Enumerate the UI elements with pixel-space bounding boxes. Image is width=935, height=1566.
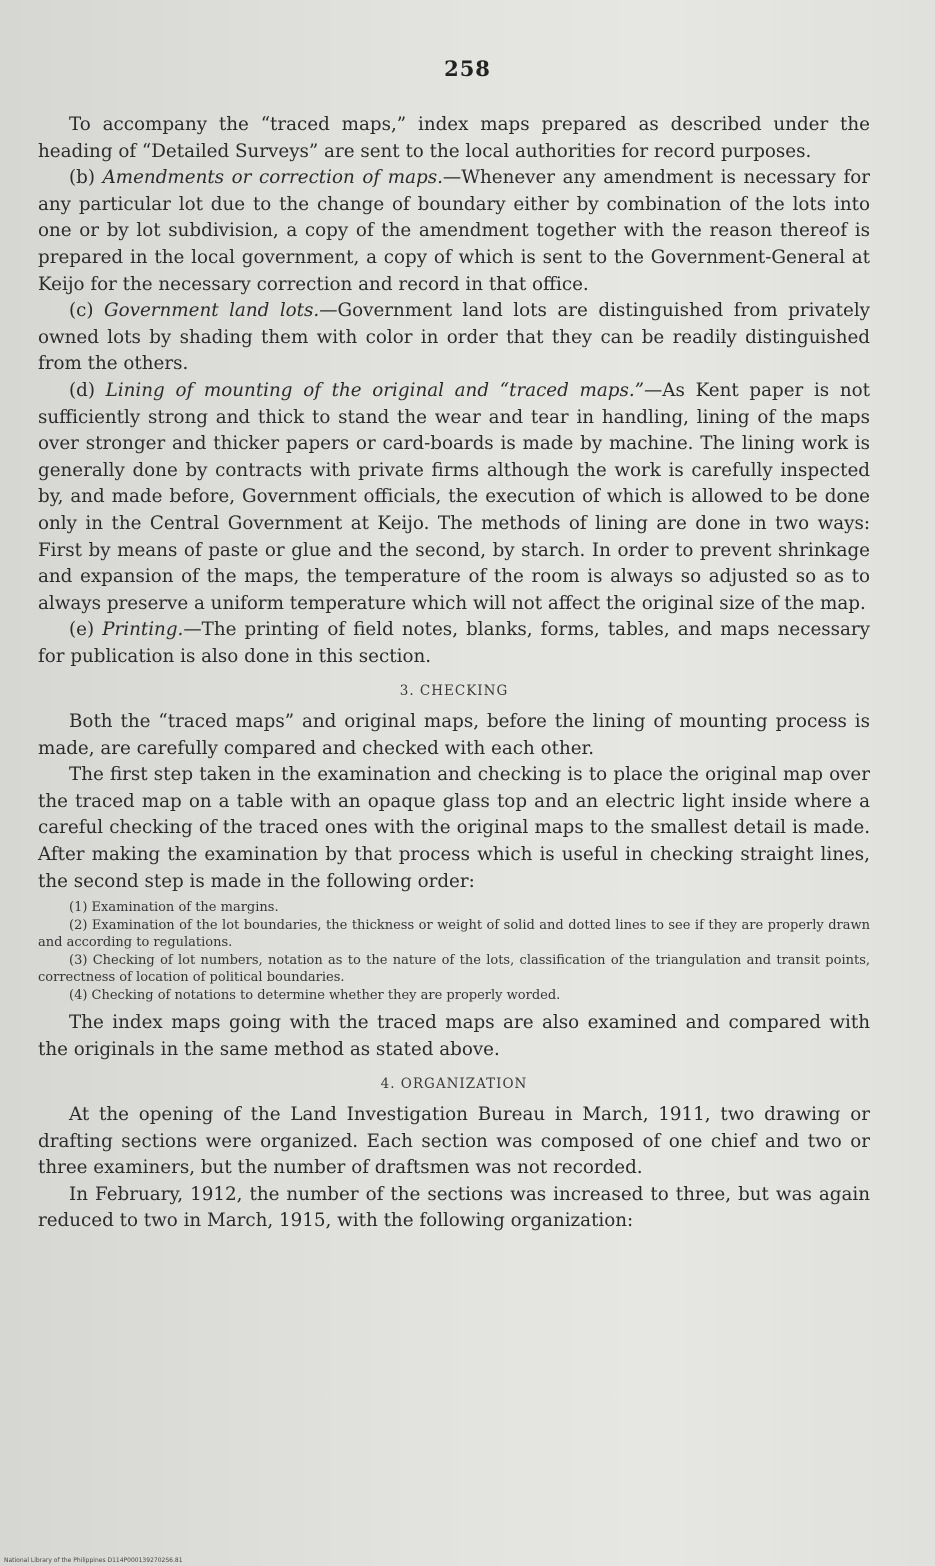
checking-paragraph-2: The first step taken in the examination and checking is to place the original map over the traced map on a table with an opaque glass top and an electric light inside where a careful checking of the traced ones with the original maps to the smallest detail is made. After making the examination by that process which is useful in checking straight lines, the second step is made in the following order: <box>38 764 870 892</box>
paragraph-d-text: —As Kent paper is not sufficiently strong and thick to stand the wear and tear in handling, lining of the maps over stronger and thicker papers or card-boards is made by machine. The lining work is generally done by contracts with private firms although the work is carefully inspected by, and made before, Government officials, the execution of which is allowed to be done only in the Central Government at Keijo. The methods of lining are done in two ways: First by means of paste or glue and the second, by starch. In order to prevent shrinkage and expansion of the maps, the temperature of the room is always so adjusted so as to always preserve a uniform temperature which will not affect the original size of the map. <box>38 379 871 614</box>
checking-list <box>38 899 870 1004</box>
scan-footer: National Library of the Philippines D114P0001392702S6.81 <box>4 1557 183 1564</box>
paragraph-b <box>38 165 870 298</box>
organization-paragraph-1: At the opening of the Land Investigation Bureau in March, 1911, two drawing or drafting sections were organized. Each section was composed of one chief and two or three examiners, but the number of draftsmen was not recorded. <box>38 1104 870 1179</box>
paragraph-b-title: Amendments or correction of maps. <box>102 167 443 189</box>
paragraph-c-text: —Government land lots are distinguished from privately owned lots by shading them with color in order that they can be readily distinguished from the others. <box>38 300 870 375</box>
paragraph-d-title: Lining of mounting of the original and “traced maps.” <box>105 379 645 401</box>
checking-paragraph-3: The index maps going with the traced maps are also examined and compared with the originals in the same method as stated above. <box>38 1012 870 1060</box>
paragraph-d <box>38 378 870 617</box>
paragraph-c-title: Government land lots. <box>104 300 320 322</box>
checking-heading: 3. CHECKING <box>399 683 509 700</box>
intro-paragraph: To accompany the “traced maps,” index maps prepared as described under the heading of “Detailed Surveys” are sent to the local authorities for record purposes. <box>38 114 870 162</box>
paragraph-c <box>38 298 870 378</box>
paragraph-b-text: —Whenever any amendment is necessary for any particular lot due to the change of boundary either by combination of the lots into one or by lot subdivision, a copy of the amendment together with the reason thereof is prepared in the local government, a copy of which is sent to the Government-General at Keijo for the necessary correction and record in that office. <box>38 167 871 295</box>
page-number: 258 <box>444 56 491 81</box>
paragraph-c-label: (c) <box>69 300 105 322</box>
organization-paragraph-2: In February, 1912, the number of the sections was increased to three, but was again reduced to two in March, 1915, with the following organization: <box>38 1183 870 1232</box>
paragraph-e <box>38 617 870 670</box>
paragraph-e-title: Printing. <box>102 619 184 641</box>
checking-paragraph-1: Both the “traced maps” and original maps, before the lining of mounting process is made, are carefully compared and checked with each other. <box>38 711 870 759</box>
paragraph-e-text: —The printing of field notes, blanks, forms, tables, and maps necessary for publication is also done in this section. <box>38 619 870 667</box>
body-text <box>38 112 870 1235</box>
paragraph-b-label: (b) <box>69 167 103 189</box>
paragraph-d-label: (d) <box>69 379 106 401</box>
organization-heading: 4. ORGANIZATION <box>380 1076 528 1093</box>
list-item: (4) Checking of notations to determine whether they are properly worded. <box>69 987 561 1003</box>
list-item: (3) Checking of lot numbers, notation as to the nature of the lots, classification of the triangulation and transit points, correctness of location of political boundaries. <box>38 952 870 986</box>
list-item: (2) Examination of the lot boundaries, the thickness or weight of solid and dotted lines to see if they are properly drawn and according to regulations. <box>38 917 870 951</box>
paragraph-e-label: (e) <box>69 619 103 641</box>
list-item: (1) Examination of the margins. <box>69 900 279 916</box>
